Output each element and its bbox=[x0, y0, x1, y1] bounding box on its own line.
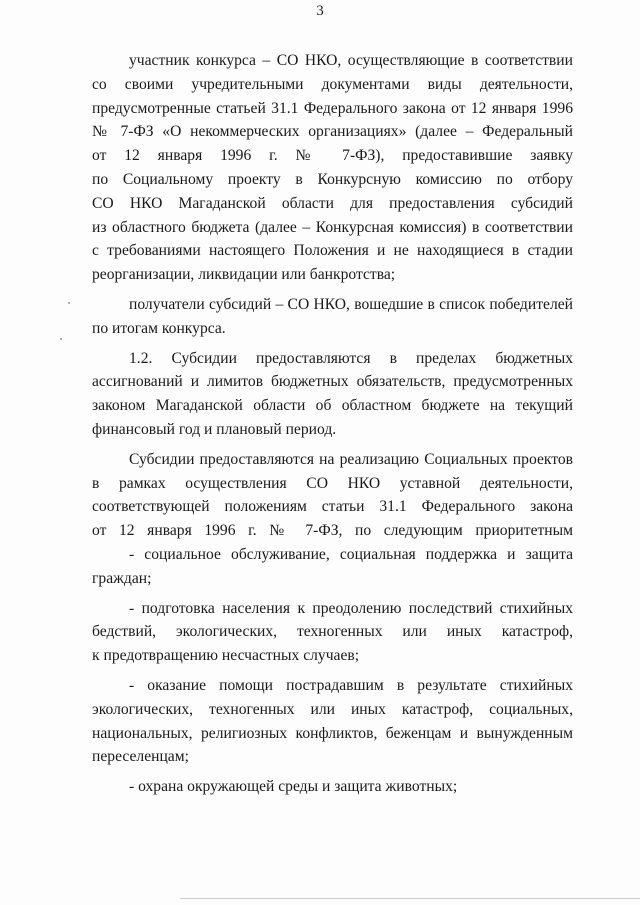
list-item bbox=[92, 674, 573, 769]
text-line: ассигнований и лимитов бюджетных обязательств, предусмотренных bbox=[92, 373, 573, 391]
text-line: предусмотренные статьей 31.1 Федерального закона от 12 января 1996 bbox=[92, 99, 573, 117]
scan-speck bbox=[68, 302, 70, 304]
text-line: экологических, техногенных или иных катастроф, социальных, bbox=[92, 700, 573, 718]
text-line: - подготовка населения к преодолению последствий стихийных bbox=[129, 599, 573, 617]
page-number: 3 bbox=[316, 3, 324, 19]
text-line: со своими учредительными документами виды деятельности, bbox=[92, 75, 573, 93]
document-body bbox=[92, 49, 573, 799]
text-line: финансовый год и плановый период. bbox=[92, 420, 337, 438]
text-line: СО НКО Магаданской области для предоставления субсидий bbox=[92, 194, 573, 212]
text-line: Субсидии предоставляются на реализацию Социальных проектов bbox=[129, 450, 573, 468]
text-line: - охрана окружающей среды и защита животных; bbox=[129, 778, 458, 796]
text-line: от 12 января 1996 г. № 7-ФЗ, по следующим приоритетным bbox=[92, 522, 573, 540]
text-line: в рамках осуществления СО НКО уставной деятельности, bbox=[92, 474, 573, 492]
text-line: законом Магаданской области об областном бюджете на текущий bbox=[92, 397, 573, 415]
scan-edge-line bbox=[180, 898, 640, 899]
text-line: с требованиями настоящего Положения и не находящиеся в стадии bbox=[92, 242, 573, 260]
text-line: по Социальному проекту в Конкурсную комиссию по отбору bbox=[92, 170, 573, 188]
text-line: - оказание помощи пострадавшим в результате стихийных bbox=[129, 676, 573, 694]
list-item bbox=[92, 775, 573, 799]
text-line: от 12 января 1996 г. № 7-ФЗ), предоставившие заявку bbox=[92, 147, 573, 165]
scan-speck bbox=[60, 338, 62, 340]
text-line: граждан; bbox=[92, 569, 152, 587]
text-line: реорганизации, ликвидации или банкротства; bbox=[92, 266, 396, 284]
text-line: национальных, религиозных конфликтов, беженцам и вынужденным bbox=[92, 724, 573, 742]
text-line: участник конкурса – СО НКО, осуществляющие в соответствии bbox=[129, 52, 573, 69]
list-item bbox=[92, 543, 573, 591]
text-line: - социальное обслуживание, социальная поддержка и защита bbox=[129, 545, 573, 563]
text-line: бедствий, экологических, техногенных или иных катастроф, bbox=[92, 623, 573, 641]
paragraph-clause-1-2 bbox=[92, 347, 573, 442]
text-line: соответствующей положениям статьи 31.1 Федерального закона bbox=[92, 498, 573, 516]
list-item bbox=[92, 597, 573, 668]
text-line: 1.2. Субсидии предоставляются в пределах бюджетных bbox=[129, 349, 573, 367]
paragraph-participant bbox=[92, 49, 573, 287]
text-line: переселенцам; bbox=[92, 748, 189, 766]
text-line: № 7-ФЗ «О некоммерческих организациях» (далее – Федеральный bbox=[92, 123, 573, 141]
paragraph-recipients bbox=[92, 293, 573, 341]
text-line: к предотвращению несчастных случаев; bbox=[92, 647, 360, 665]
text-line: из областного бюджета (далее – Конкурсная комиссия) в соответствии bbox=[92, 218, 573, 236]
text-line: по итогам конкурса. bbox=[92, 319, 226, 337]
paragraph-directions bbox=[92, 448, 573, 543]
text-line: получатели субсидий – СО НКО, вошедшие в список победителей bbox=[129, 295, 573, 313]
